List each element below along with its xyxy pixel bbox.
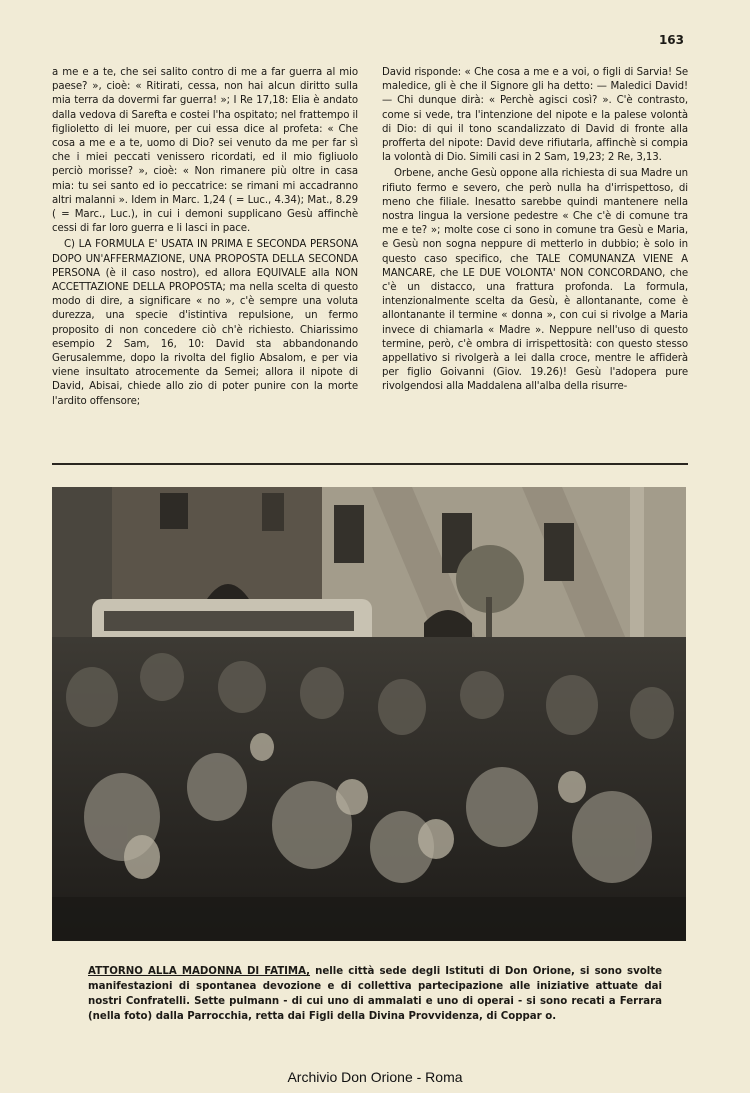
crowd-photo-illustration bbox=[52, 487, 686, 941]
article-column-left bbox=[52, 66, 358, 452]
section-divider bbox=[52, 463, 688, 465]
caption-lead: ATTORNO ALLA MADONNA DI FATIMA, bbox=[88, 966, 311, 977]
crowd-photo bbox=[52, 487, 686, 941]
paragraph: C) LA FORMULA E' USATA IN PRIMA E SECONDA PERSONA DOPO UN'AFFERMAZIONE, UNA PROPOSTA DELLA SECONDA PERSONA (è il caso nostro), ed allora EQUIVALE alla NON ACCETTAZIONE DELLA PROPOSTA; ma nella scelta di questo modo di dire, a significare « no », c'è sempre una voluta durezza, una specie d'istintiva repulsione, un fermo proposito di non concedere ciò ch'è richiesto. Chiarissimo esempio 2 Sam, 16, 10: David sta abbandonando Gerusalemme, dopo la rivolta del figlio Absalom, e per via viene insultato atrocemente da Semei; allora il nipote di David, Abisai, chiede allo zio di poter punire con la morte l'ardito offensore; bbox=[52, 239, 358, 407]
paragraph: David risponde: « Che cosa a me e a voi, o figli di Sarvia! Se maledice, gli è che il Signore gli ha detto: — Maledici David! — Chi dunque dirà: « Perchè agisci così? ». C'è contrasto, come si vede, tra l'intenzione del nipote e la palese volontà di Dio: di qui il tono scandalizzato di David di fronte alla profferta del nipote: David deve rifiutarla, affinchè si compia la volontà di Dio. Simili casi in 2 Sam, 19,23; 2 Re, 3,13. bbox=[382, 67, 688, 164]
archive-footer: Archivio Don Orione - Roma bbox=[287, 1069, 463, 1085]
paragraph: a me e a te, che sei salito contro di me a far guerra al mio paese? », cioè: « Ritirati, cessa, non hai alcun diritto sulla mia terra da dovermi far guerra! »; I Re 17,18: Elia è andato dalla vedova di Sarefta e costei l'ha ospitato; nel frattempo il figlioletto di lei muore, per cui essa dice al profeta: « Che cosa a me e a te, uomo di Dio? sei venuto da me per far sì che i miei peccati venissero ricordati, ed il mio figliuolo perciò morisse? », cioè: « Non rimanere più oltre in casa mia: tu sei santo ed io peccatrice: se rimani mi accadranno altri malanni ». Idem in Marc. 1,24 ( = Luc., 4.34); Mat., 8.29 ( = Marc., Luc.), in cui i demoni supplicano Gesù affinchè cessi di far loro guerra e li lasci in pace. bbox=[52, 67, 358, 235]
caption-text: nelle città sede degli Istituti di Don Orione, si sono svolte manifestazioni di spontanea devozione e di collettiva partecipazione alle iniziative attuate dai nostri Confratelli. Sette pulmann - di cui uno di ammalati e uno di operai - si sono recati a Ferrara (nella foto) dalla Parrocchia, retta dai Figli della Divina Provvidenza, di Coppar o. bbox=[88, 966, 662, 1022]
article-column-right bbox=[382, 66, 688, 452]
photo-caption bbox=[88, 964, 662, 1024]
article-columns bbox=[52, 66, 688, 452]
page-number: 163 bbox=[658, 33, 684, 47]
paragraph: Orbene, anche Gesù oppone alla richiesta di sua Madre un rifiuto fermo e severo, che però nulla ha d'irrispettoso, di meno che filiale. Inesatto sarebbe quindi mantenere nella nostra lingua la versione pedestre « Che c'è di comune tra me e te? »; molte cose ci sono in comune tra Gesù e Maria, e Gesù non sogna neppure di metterlo in dubbio; è solo in questo caso specifico, che TALE COMUNANZA VIENE A MANCARE, che LE DUE VOLONTA' NON CONCORDANO, che c'è un distacco, una frattura profonda. La formula, intenzionalmente scelta da Gesù, è allontanante, come è allontanante il termine « donna », con cui si rivolge a Maria invece di chiamarla « Madre ». Neppure nell'uso di questo termine, però, c'è ombra di irrispettosità: con questo stesso appellativo si rivolgerà a lei dalla croce, mentre le affiderà per figlio Goivanni (Giov. 19.26)! Gesù l'adopera pure rivolgendosi alla Maddalena all'alba della risurre- bbox=[382, 168, 688, 393]
